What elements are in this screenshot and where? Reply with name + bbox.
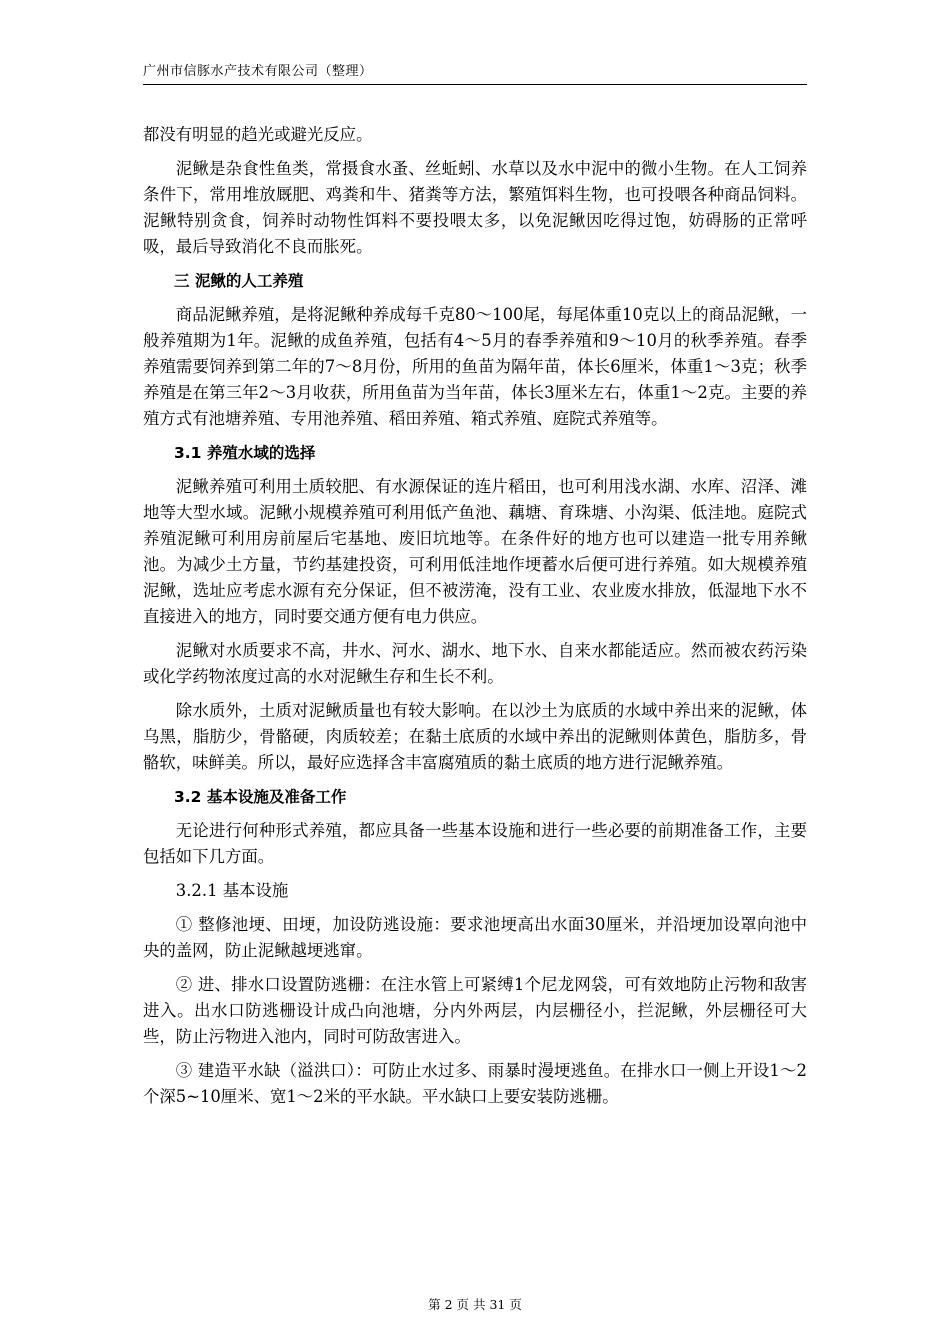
body-paragraph: 无论进行何种形式养殖，都应具备一些基本设施和进行一些必要的前期准备工作，主要包括如下几方面。 xyxy=(143,821,807,866)
section-heading: 3.1 养殖水域的选择 xyxy=(174,444,316,462)
document-body xyxy=(143,122,807,1118)
body-paragraph: 商品泥鳅养殖，是将泥鳅种养成每千克80～100尾，每尾体重10克以上的商品泥鳅，一般养殖期为1年。泥鳅的成鱼养殖，包括有4～5月的春季养殖和9～10月的秋季养殖。春季养殖需要饲养到第二年的7～8月份，所用的鱼苗为隔年苗，体长6厘米，体重1～3克；秋季养殖是在第三年2～3月收获，所用鱼苗为当年苗，体长3厘米左右，体重1～2克。主要的养殖方式有池塘养殖、专用池养殖、稻田养殖、箱式养殖、庭院式养殖等。 xyxy=(143,305,807,428)
body-paragraph: ① 整修池埂、田埂，加设防逃设施：要求池埂高出水面30厘米，并沿埂加设罩向池中央的盖网，防止泥鳅越埂逃窜。 xyxy=(143,915,807,960)
body-paragraph: ② 进、排水口设置防逃栅：在注水管上可紧缚1个尼龙网袋，可有效地防止污物和敌害进入。出水口防逃栅设计成凸向池塘，分内外两层，内层栅径小，拦泥鳅，外层栅径可大些，防止污物进入池内，同时可防敌害进入。 xyxy=(143,975,807,1046)
section-heading: 三 泥鳅的人工养殖 xyxy=(174,272,304,290)
body-paragraph: 泥鳅是杂食性鱼类，常摄食水蚤、丝蚯蚓、水草以及水中泥中的微小生物。在人工饲养条件下，常用堆放厩肥、鸡粪和牛、猪粪等方法，繁殖饵料生物，也可投喂各种商品饲料。泥鳅特别贪食，饲养时动物性饵料不要投喂太多，以免泥鳅因吃得过饱，妨碍肠的正常呼吸，最后导致消化不良而胀死。 xyxy=(143,159,807,256)
body-paragraph: 除水质外，土质对泥鳅质量也有较大影响。在以沙土为底质的水域中养出来的泥鳅，体乌黑，脂肪少，骨骼硬，肉质较差；在黏土底质的水域中养出的泥鳅则体黄色，脂肪多，骨骼软，味鲜美。所以，最好应选择含丰富腐殖质的黏土底质的地方进行泥鳅养殖。 xyxy=(143,701,807,772)
body-paragraph: 泥鳅对水质要求不高，井水、河水、湖水、地下水、自来水都能适应。然而被农药污染或化学药物浓度过高的水对泥鳅生存和生长不利。 xyxy=(143,641,807,686)
body-paragraph: ③ 建造平水缺（溢洪口）：可防止水过多、雨暴时漫埂逃鱼。在排水口一侧上开设1～2个深5~10厘米、宽1～2米的平水缺。平水缺口上要安装防逃栅。 xyxy=(143,1061,807,1106)
body-paragraph: 都没有明显的趋光或避光反应。 xyxy=(143,125,373,144)
page-header: 广州市信豚水产技术有限公司（整理） xyxy=(143,62,807,85)
body-paragraph: 泥鳅养殖可利用土质较肥、有水源保证的连片稻田，也可利用浅水湖、水库、沼泽、滩地等大型水域。泥鳅小规模养殖可利用低产鱼池、藕塘、育珠塘、小沟渠、低洼地。庭院式养殖泥鳅可利用房前屋后宅基地、废旧坑地等。在条件好的地方也可以建造一批专用养鳅池。为减少土方量，节约基建投资，可利用低洼地作埂蓄水后便可进行养殖。如大规模养殖泥鳅，选址应考虑水源有充分保证，但不被涝淹，没有工业、农业废水排放，低湿地下水不直接进入的地方，同时要交通方便有电力供应。 xyxy=(143,477,807,626)
section-heading: 3.2 基本设施及准备工作 xyxy=(174,788,347,806)
body-paragraph: 3.2.1 基本设施 xyxy=(175,881,289,900)
page-footer: 第 2 页 共 31 页 xyxy=(428,1297,522,1312)
